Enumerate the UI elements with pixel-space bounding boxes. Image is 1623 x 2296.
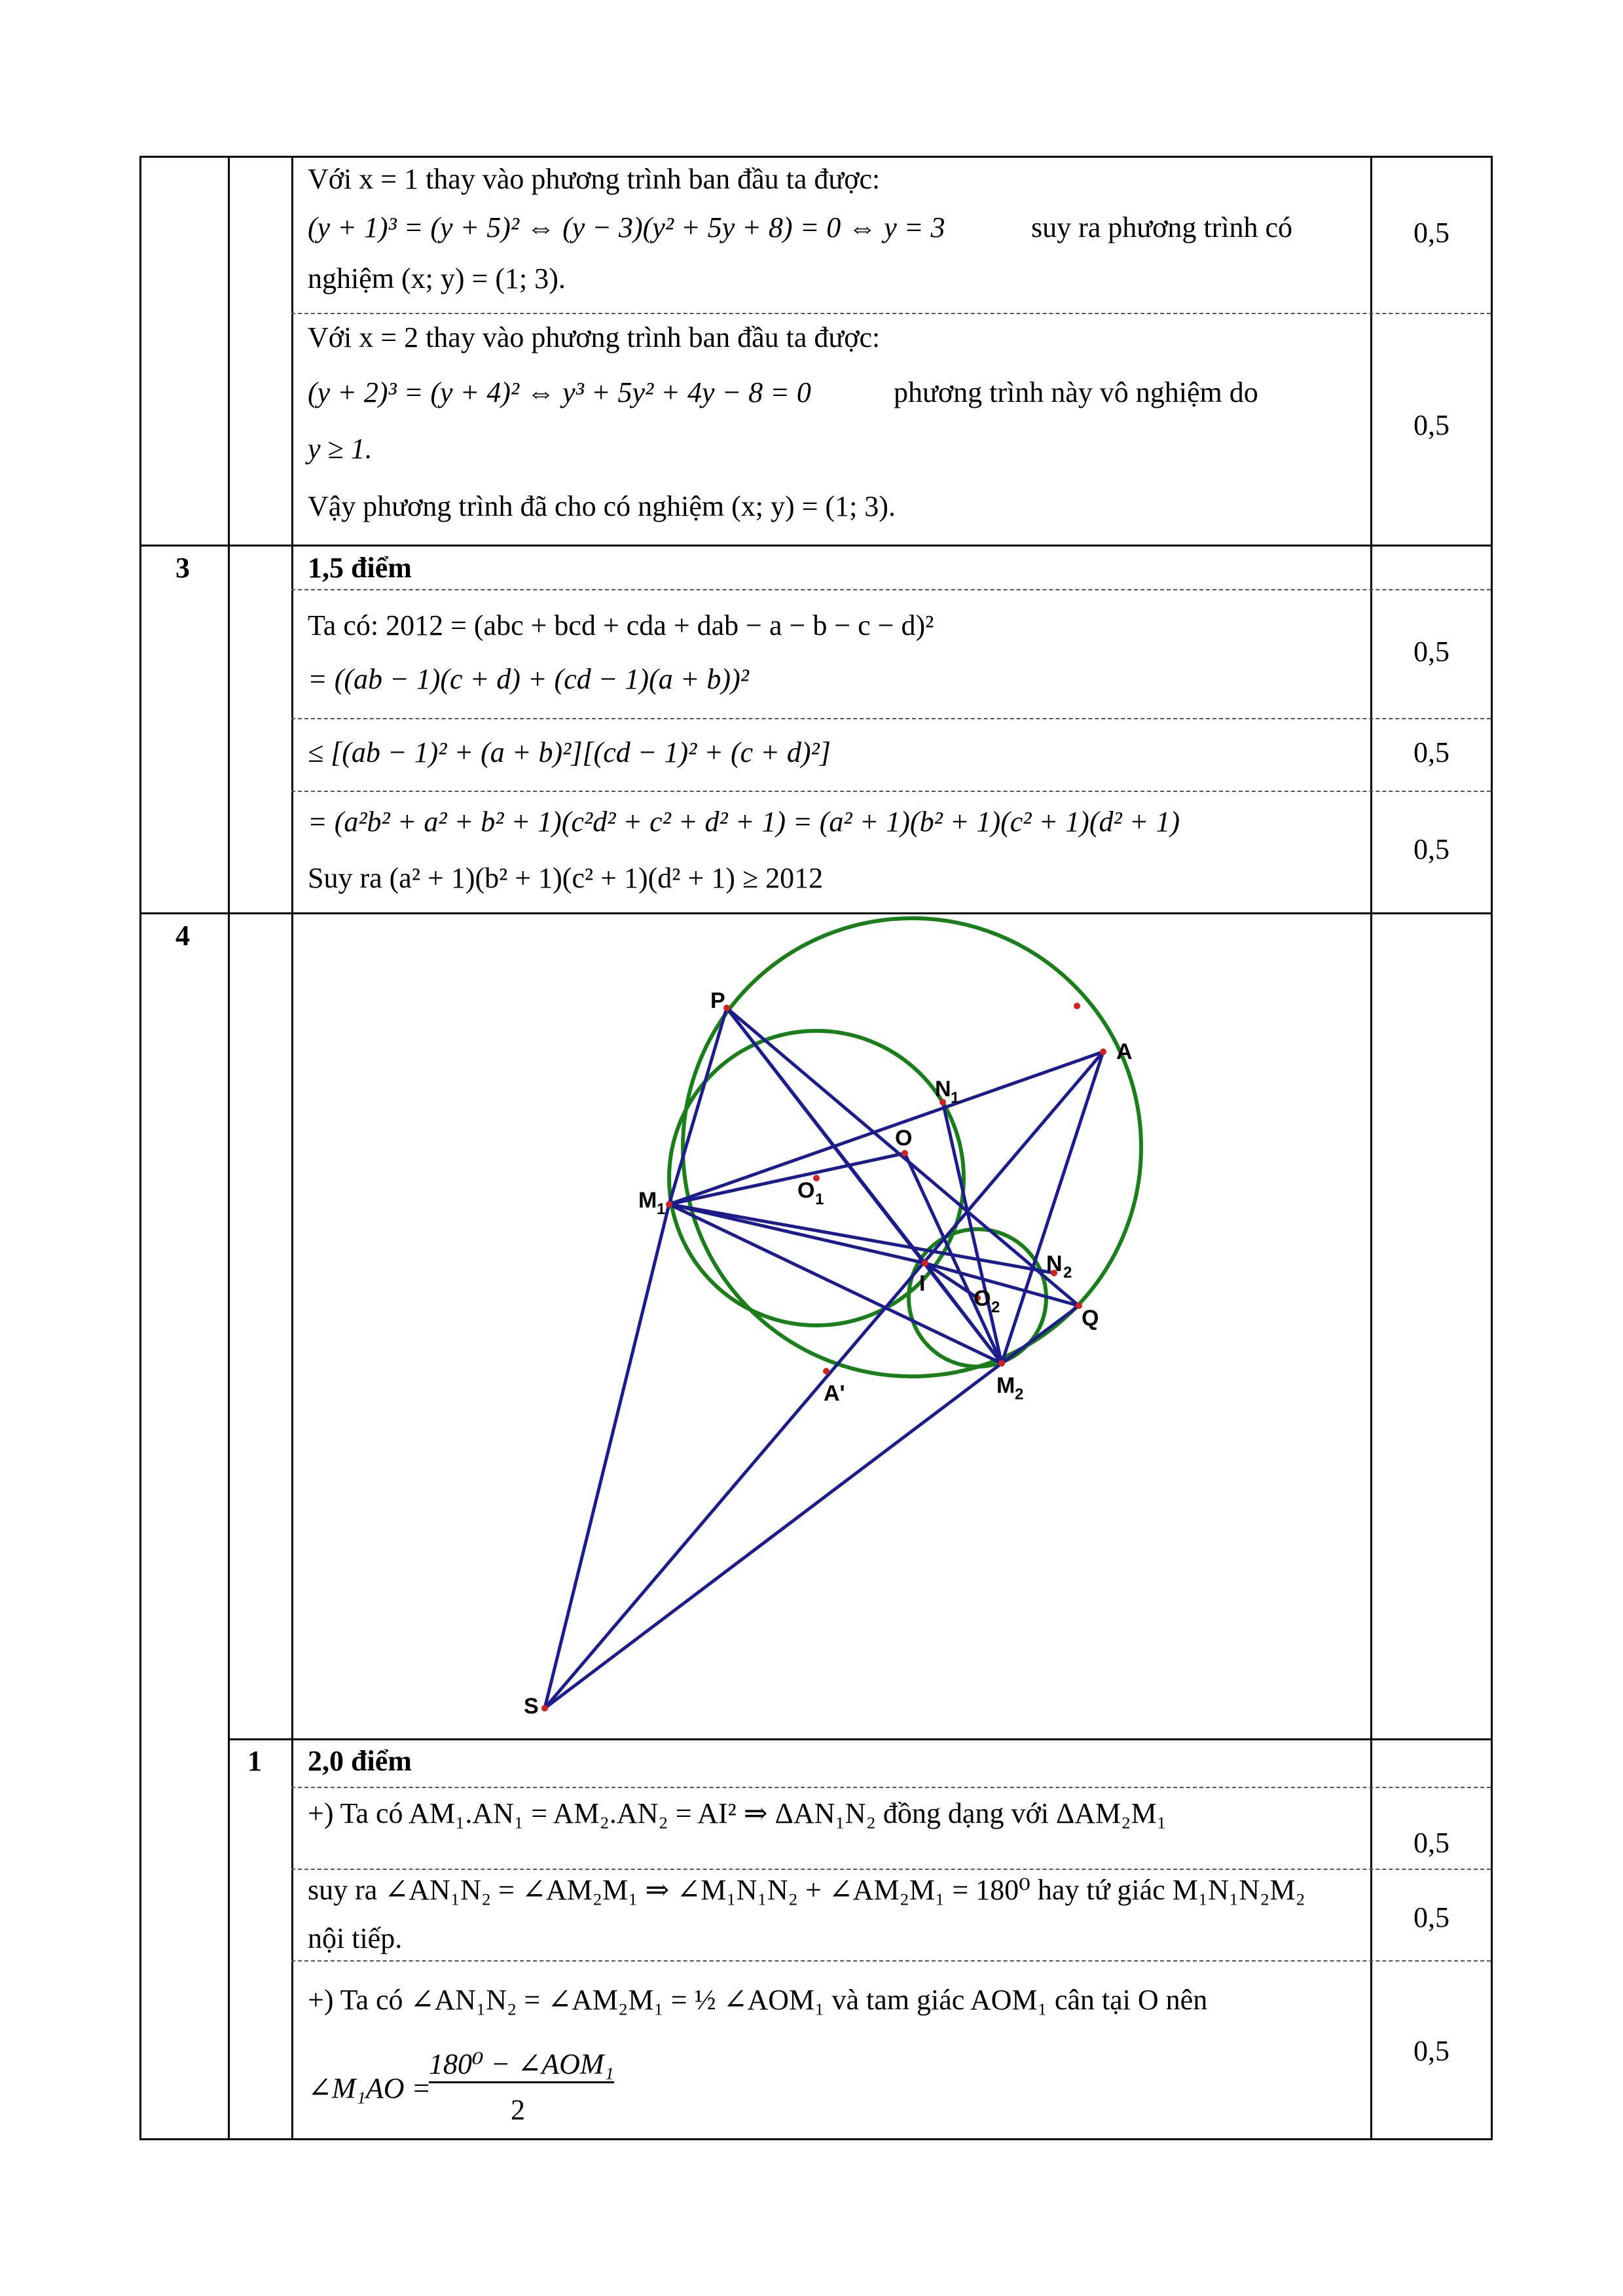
label-p: P: [710, 988, 725, 1013]
line-p-q: [727, 1008, 1079, 1306]
label-n2: N: [1046, 1251, 1063, 1276]
q3-points: 1,5 điểm: [308, 552, 412, 584]
q3-score3: 0,5: [1413, 833, 1450, 865]
q3-line5: Suy ra (a² + 1)(b² + 1)(c² + 1)(d² + 1) ≥ 2012: [308, 862, 824, 894]
point-i: [922, 1260, 928, 1266]
label-m1: M: [638, 1188, 657, 1213]
case2-intro: Với x = 2 thay vào phương trình ban đầu ta được:: [308, 321, 881, 353]
label-o2: O: [974, 1286, 991, 1311]
q3-line1: Ta có: 2012 = (abc + bcd + cda + dab − a − b − c − d)²: [308, 609, 934, 641]
label-a-prime: A': [824, 1381, 845, 1406]
label-o: O: [895, 1126, 913, 1151]
line-m1-o: [669, 1153, 905, 1204]
q3-line2: = ((ab − 1)(c + d) + (cd − 1)(a + b))²: [308, 663, 749, 695]
part1-step3-score: 0,5: [1413, 2035, 1450, 2067]
part1-points: 2,0 điểm: [308, 1745, 412, 1777]
label-m1-sub: 1: [657, 1200, 666, 1218]
label-n1: N: [935, 1077, 951, 1102]
part1-step1: +) Ta có AM₁.AN₁ = AM₂.AN₂ = AI² ⇒ ΔAN₁N₂ đồng dạng với ΔAM₂M₁: [308, 1797, 1167, 1829]
label-q: Q: [1082, 1306, 1099, 1331]
label-i: I: [919, 1271, 926, 1296]
case1-equation: (y + 1)³ = (y + 5)² ⇔ (y − 3)(y² + 5y + 8) = 0 ⇔ y = 3: [308, 211, 945, 243]
point-s: [541, 1705, 548, 1712]
label-n1-sub: 1: [951, 1089, 960, 1107]
label-o1: O: [797, 1178, 815, 1203]
line-m2-q: [1002, 1306, 1079, 1363]
point-m2: [998, 1360, 1005, 1367]
case1-intro: Với x = 1 thay vào phương trình ban đầu ta được:: [308, 163, 881, 195]
question-number-3: 3: [175, 552, 190, 584]
q3-line4: = (a²b² + a² + b² + 1)(c²d² + c² + d² + 1) = (a² + 1)(b² + 1)(c² + 1)(d² + 1): [308, 806, 1180, 838]
label-o1-sub: 1: [815, 1191, 824, 1208]
line-m1-n2: [669, 1204, 1054, 1273]
part1-step2: suy ra ∠AN₁N₂ = ∠AM₂M₁ ⇒ ∠M₁N₁N₂ + ∠AM₂M₁ = 180⁰ hay tứ giác M₁N₁N₂M₂: [308, 1874, 1305, 1906]
part1-step2-score: 0,5: [1413, 1901, 1450, 1933]
question-number-4: 4: [175, 920, 190, 952]
case1-solution: nghiệm (x; y) = (1; 3).: [308, 262, 566, 295]
part1-step2b: nội tiếp.: [308, 1922, 403, 1954]
q3-score1: 0,5: [1413, 636, 1450, 668]
case2-tail: phương trình này vô nghiệm do: [894, 376, 1258, 408]
point-a-prime: [823, 1368, 830, 1374]
label-n2-sub: 2: [1063, 1264, 1072, 1282]
label-s: S: [524, 1694, 539, 1719]
case2-conclusion: Vậy phương trình đã cho có nghiệm (x; y) = (1; 3).: [308, 490, 896, 522]
label-o2-sub: 2: [991, 1299, 1000, 1316]
part1-step1-score: 0,5: [1413, 1827, 1450, 1859]
point-o: [902, 1150, 908, 1157]
q3-line3: ≤ [(ab − 1)² + (a + b)²][(cd − 1)² + (c + d)²]: [308, 736, 831, 768]
case2-equation: (y + 2)³ = (y + 4)² ⇔ y³ + 5y² + 4y − 8 = 0: [308, 376, 811, 408]
line-i-o2: [925, 1263, 977, 1298]
q3-score2: 0,5: [1413, 736, 1450, 768]
case2-condition: y ≥ 1.: [308, 433, 373, 465]
part1-step3-numerator: 180⁰ − ∠AOM₁: [429, 2047, 614, 2083]
point-m1: [666, 1201, 672, 1208]
line-m1-p: [669, 1008, 727, 1204]
label-a: A: [1116, 1039, 1133, 1064]
part1-step3-lhs: ∠M₁AO =: [308, 2072, 431, 2104]
line-s-m2: [545, 1363, 1002, 1708]
point-a: [1100, 1049, 1106, 1055]
part1-step3: +) Ta có ∠AN₁N₂ = ∠AM₂M₁ = ½ ∠AOM₁ và tam giác AOM₁ cân tại O nên: [308, 1984, 1208, 2016]
label-m2-sub: 2: [1015, 1386, 1024, 1403]
point-arc: [1074, 1003, 1080, 1009]
case2-score: 0,5: [1413, 409, 1450, 441]
case1-tail: suy ra phương trình có: [1031, 211, 1293, 243]
label-m2: M: [996, 1373, 1015, 1398]
case1-score: 0,5: [1413, 217, 1450, 249]
part-number-1: 1: [247, 1745, 262, 1777]
part1-step3-denominator: 2: [511, 2094, 525, 2126]
